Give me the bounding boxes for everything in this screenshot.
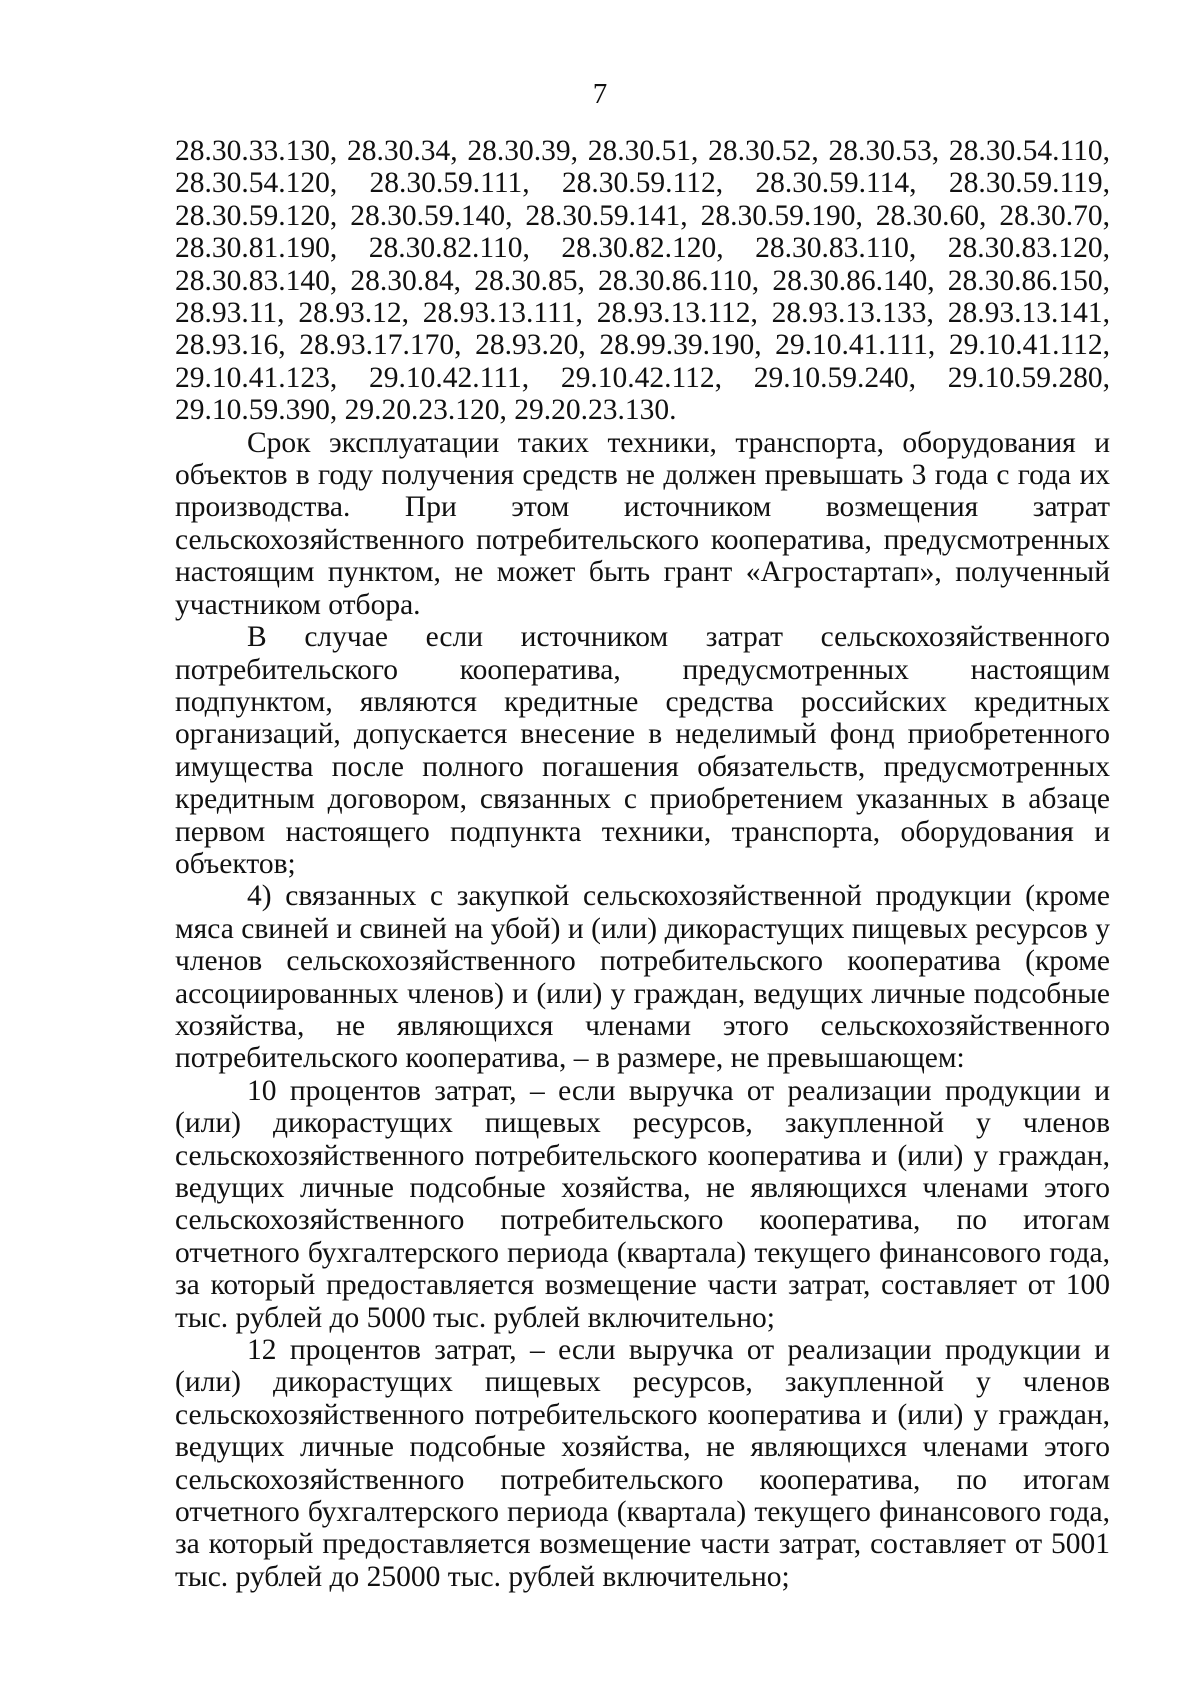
codes-line: 28.93.16, 28.93.17.170, 28.93.20, 28.99.39.190, 29.10.41.111, 29.10.41.112, [175, 329, 1110, 362]
codes-line: 29.10.41.123, 29.10.42.111, 29.10.42.112, 29.10.59.240, 29.10.59.280, [175, 361, 1110, 394]
page-number: 7 [592, 78, 608, 110]
okpd-codes-list [175, 135, 1110, 427]
codes-line: 28.30.59.120, 28.30.59.140, 28.30.59.141, 28.30.59.190, 28.30.60, 28.30.70, [175, 199, 1110, 232]
paragraph-service-life: Срок эксплуатации таких техники, транспорта, оборудования и объектов в году получения средств не должен превышать 3 года с года их производства. При этом источником возмещения затрат сельскохозяйственного потребительского кооператива, предусмотренных настоящим пунктом, не может быть грант «Агростартап», полученный участником отбора. [175, 426, 1110, 621]
paragraph-10-percent: 10 процентов затрат, – если выручка от реализации продукции и (или) дикорастущих пищевых ресурсов, закупленной у членов сельскохозяйственного потребительского кооператива и (или) у граждан, ведущих личные подсобные хозяйства, не являющихся членами этого сельскохозяйственного потребительского кооператива, по итогам отчетного бухгалтерского периода (квартала) текущего финансового года, за который предоставляется возмещение части затрат, составляет от 100 тыс. рублей до 5000 тыс. рублей включительно; [175, 1074, 1110, 1334]
codes-line: 28.93.11, 28.93.12, 28.93.13.111, 28.93.13.112, 28.93.13.133, 28.93.13.141, [175, 297, 1110, 330]
codes-line: 28.30.54.120, 28.30.59.111, 28.30.59.112, 28.30.59.114, 28.30.59.119, [175, 167, 1110, 200]
paragraph-12-percent: 12 процентов затрат, – если выручка от реализации продукции и (или) дикорастущих пищевых ресурсов, закупленной у членов сельскохозяйственного потребительского кооператива и (или) у граждан, ведущих личные подсобные хозяйства, не являющихся членами этого сельскохозяйственного потребительского кооператива, по итогам отчетного бухгалтерского периода (квартала) текущего финансового года, за который предоставляется возмещение части затрат, составляет от 5001 тыс. рублей до 25000 тыс. рублей включительно; [175, 1334, 1110, 1593]
codes-line: 28.30.81.190, 28.30.82.110, 28.30.82.120, 28.30.83.110, 28.30.83.120, [175, 232, 1110, 265]
paragraph-item-4: 4) связанных с закупкой сельскохозяйственной продукции (кроме мяса свиней и свиней на убой) и (или) дикорастущих пищевых ресурсов у членов сельскохозяйственного потребительского кооператива (кроме ассоциированных членов) и (или) у граждан, ведущих личные подсобные хозяйства, не являющихся членами этого сельскохозяйственного потребительского кооператива, – в размере, не превышающем: [175, 880, 1110, 1075]
codes-line: 28.30.33.130, 28.30.34, 28.30.39, 28.30.51, 28.30.52, 28.30.53, 28.30.54.110, [175, 135, 1110, 167]
codes-line: 28.30.83.140, 28.30.84, 28.30.85, 28.30.86.110, 28.30.86.140, 28.30.86.150, [175, 264, 1110, 297]
paragraph-credit-funds: В случае если источником затрат сельскохозяйственного потребительского кооператива, предусмотренных настоящим подпунктом, являются кредитные средства российских кредитных организаций, допускается внесение в неделимый фонд приобретенного имущества после полного погашения обязательств, предусмотренных кредитным договором, связанных с приобретением указанных в абзаце первом настоящего подпункта техники, транспорта, оборудования и объектов; [175, 621, 1110, 880]
document-body [175, 135, 1110, 1593]
codes-line-last: 29.10.59.390, 29.20.23.120, 29.20.23.130. [175, 394, 677, 427]
